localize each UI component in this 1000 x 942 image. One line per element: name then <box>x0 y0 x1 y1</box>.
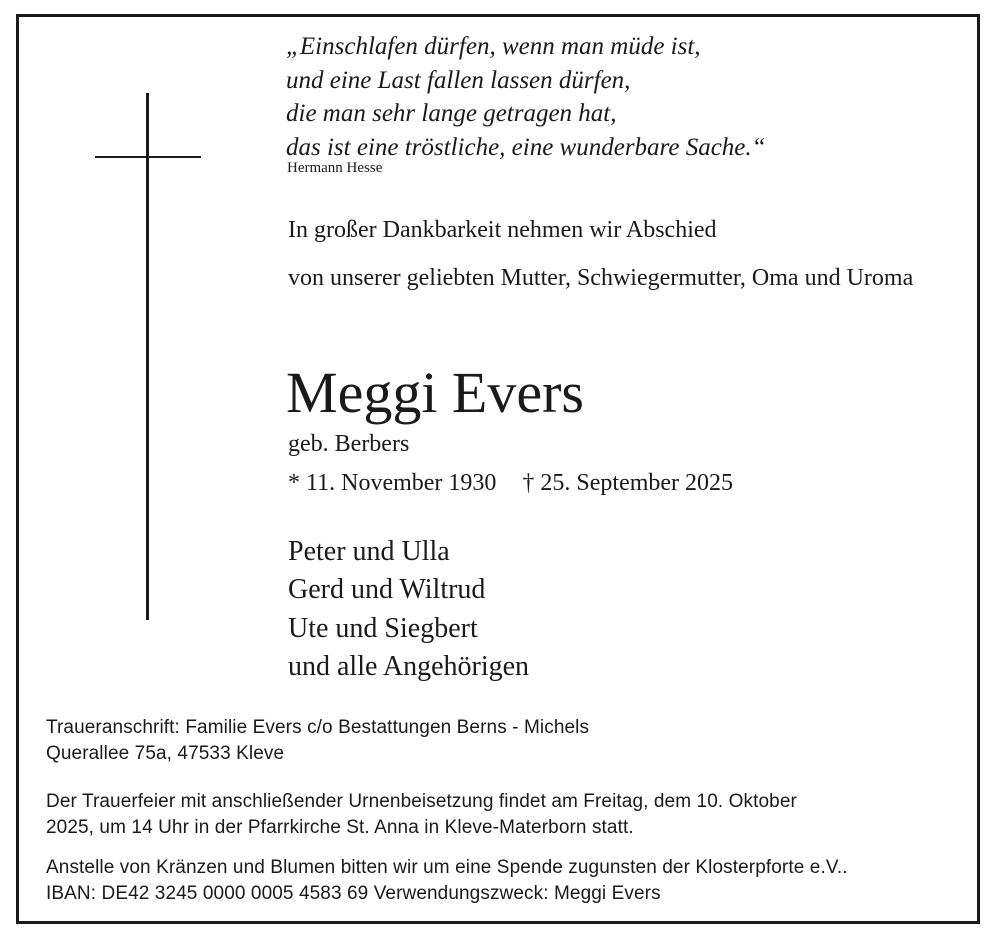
announcement-relation: von unserer geliebten Mutter, Schwiegermutter, Oma und Uroma <box>288 265 914 291</box>
mourning-address <box>46 715 589 767</box>
quote-line: die man sehr lange getragen hat, <box>286 100 617 127</box>
survivors-list <box>288 533 529 686</box>
address-line: Traueranschrift: Familie Evers c/o Bestattungen Berns - Michels <box>46 717 590 738</box>
announcement-intro: In großer Dankbarkeit nehmen wir Abschied <box>288 217 717 243</box>
donation-line: IBAN: DE42 3245 0000 0005 4583 69 Verwendungszweck: Meggi Evers <box>46 883 661 904</box>
quote-line: das ist eine tröstliche, eine wunderbare Sache.“ <box>286 133 766 161</box>
survivor-item: Ute und Siegbert <box>288 612 478 644</box>
quote-line: und eine Last fallen lassen dürfen, <box>286 66 631 94</box>
death-date: † 25. September 2025 <box>522 470 734 496</box>
quote-line: „Einschlafen dürfen, wenn man müde ist, <box>286 33 701 60</box>
life-dates <box>288 467 733 499</box>
birth-date: * 11. November 1930 <box>288 470 497 496</box>
survivor-item: Gerd und Wiltrud <box>288 574 486 606</box>
cross-icon <box>146 93 149 620</box>
donation-line: Anstelle von Kränzen und Blumen bitten wir um eine Spende zugunsten der Klosterpforte e.V.. <box>46 857 848 878</box>
deceased-name: Meggi Evers <box>286 360 584 425</box>
quote <box>286 30 766 164</box>
maiden-name: geb. Berbers <box>288 431 410 457</box>
service-info <box>46 789 797 841</box>
survivor-item: Peter und Ulla <box>288 536 450 567</box>
service-line: Der Trauerfeier mit anschließender Urnenbeisetzung findet am Freitag, dem 10. Oktober <box>46 791 797 812</box>
address-line: Querallee 75a, 47533 Kleve <box>46 743 285 764</box>
quote-author: Hermann Hesse <box>287 160 383 176</box>
donation-info <box>46 855 848 907</box>
survivor-item: und alle Angehörigen <box>288 650 530 682</box>
cross-icon-crossbar <box>95 156 201 158</box>
service-line: 2025, um 14 Uhr in der Pfarrkirche St. Anna in Kleve-Materborn statt. <box>46 817 634 838</box>
